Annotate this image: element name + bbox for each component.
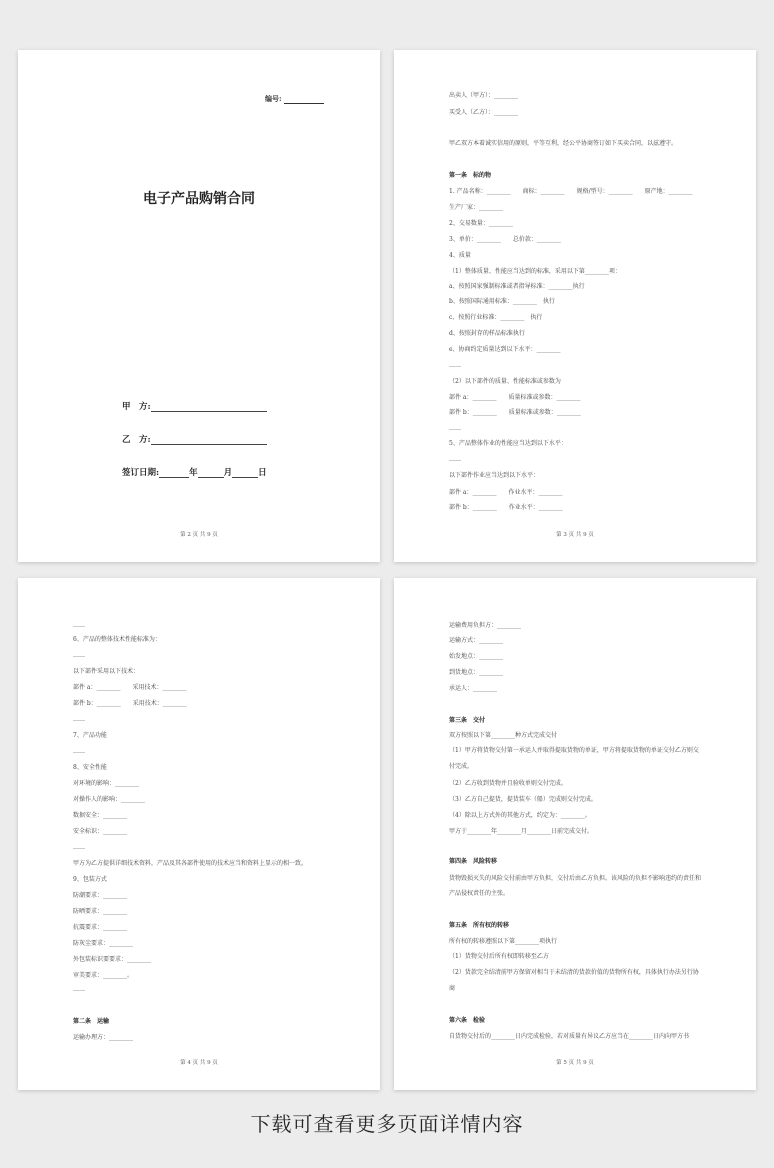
text-line: a、按照国家强制标准或者指导标准：________执行: [449, 283, 585, 290]
text-line: ……: [449, 456, 461, 463]
page-number: 第 4 页 共 9 页: [180, 1060, 218, 1066]
text-line: （1）整体质量、性能应当达到的标准，采用以下第________项：: [449, 268, 621, 275]
text-line: （2）货款完全结清前甲方保留对相当于未结清的货款价值的货物所有权，具体执行办法另行协: [449, 969, 699, 976]
section-heading: 第三条 交付: [449, 717, 486, 724]
text-line: 8、安全性能: [73, 764, 107, 771]
text-line: ……: [73, 716, 85, 723]
text-line: 抗震要求：________: [73, 924, 128, 931]
section-heading: 第六条 检验: [449, 1017, 486, 1024]
party-b-blank: [151, 436, 267, 445]
text-line: ……: [73, 844, 85, 851]
text-line: b、按照国际通用标准：________ 执行: [449, 298, 555, 305]
text-line: （1）货物交付后所有权即转移至乙方: [449, 953, 549, 960]
contract-number-blank: [284, 96, 324, 104]
text-line: c、按照行业标准：________ 执行: [449, 314, 543, 321]
text-line: 自货物交付后的________日内完成检验，若对质量有异议乙方应当在________日内向甲方书: [449, 1033, 690, 1040]
text-line: （3）乙方自己提货，提货装车（船）完成则交付完成。: [449, 796, 597, 803]
text-line: 运输方式：________: [449, 637, 504, 644]
download-more-caption: 下载可查看更多页面详情内容: [250, 1112, 524, 1136]
text-line: 6、产品的整体技术性能标准为：: [73, 636, 161, 643]
text-line: 以下部件采用以下技术：: [73, 668, 140, 675]
party-a-blank: [151, 403, 267, 412]
text-line: （2）乙方收到货物并且验收单则交付完成。: [449, 780, 567, 787]
contract-title: 电子产品购销合同: [143, 191, 255, 207]
text-line: 部件 b：________ 采用技术：________: [73, 700, 187, 707]
contract-page-3: [394, 50, 756, 562]
text-line: 运输费用负担方：________: [449, 622, 522, 629]
text-line: 4、质量: [449, 252, 471, 259]
text-line: 部件 b：________ 作业水平：________: [449, 504, 563, 511]
page-number: 第 3 页 共 9 页: [556, 532, 594, 538]
text-line: ……: [73, 622, 85, 629]
text-line: 外包装标识要要求：________: [73, 956, 152, 963]
party-a-row: 甲 方:: [122, 400, 267, 412]
section-heading: 第四条 风险转移: [449, 858, 498, 865]
text-line: 甲方为乙方提供详细技术资料，产品及其各部件使用的技术应当和资料上显示的相一致。: [73, 860, 308, 867]
text-line: 审美要求：________。: [73, 972, 134, 979]
section-heading: 第二条 运输: [73, 1018, 110, 1025]
page-number: 第 5 页 共 9 页: [556, 1060, 594, 1066]
text-line: ……: [73, 986, 85, 993]
text-line: 部件 a：________ 质量标准或参数：________: [449, 394, 581, 401]
text-line: ……: [73, 748, 85, 755]
text-line: ……: [449, 362, 461, 369]
text-line: 以下部件作业应当达到以下水平：: [449, 472, 540, 479]
text-line: 运输办理方：________: [73, 1034, 134, 1041]
text-line: （1）甲方将货物交付第一承运人并取得提取货物的单证，甲方将提取货物的单证交付乙方则交: [449, 747, 699, 754]
text-line: ……: [449, 425, 461, 432]
section-heading: 第五条 所有权的转移: [449, 922, 510, 929]
text-line: 2、交易数量：________: [449, 220, 513, 227]
section-heading: 第一条 标的物: [449, 172, 492, 179]
page-number: 第 2 页 共 9 页: [180, 532, 218, 538]
text-line: 安全标识：________: [73, 828, 128, 835]
text-line: （4）除以上方式外的其他方式，约定为：________。: [449, 812, 591, 819]
text-line: 双方按照以下第________种方式完成交付: [449, 732, 558, 739]
text-line: ……: [73, 652, 85, 659]
text-line: 防晒要求：________: [73, 908, 128, 915]
text-line: 承运人：________: [449, 685, 498, 692]
text-line: 1. 产品名称：________ 商标：________ 规格/型号：________ 原产地：________: [449, 188, 693, 195]
contract-number: 编号:: [265, 94, 324, 104]
text-line: 防灰尘要求：________: [73, 940, 134, 947]
text-line: 到货地点：________: [449, 669, 504, 676]
text-line: 所有权的转移遵照以下第________项执行: [449, 938, 558, 945]
text-line: d、按照封存的样品标准执行: [449, 330, 525, 337]
text-line: （2）以下部件的质量、性能标准或参数为: [449, 378, 561, 385]
text-line: e、协商约定质量达到以下水平：________: [449, 346, 561, 353]
text-line: 产品侵权责任的主张。: [449, 890, 510, 897]
text-line: 甲乙双方本着诚实信用的原则，平等互利，经公平协商签订如下买卖合同，以兹遵守。: [449, 140, 678, 147]
text-line: 买受人（乙方）：________: [449, 109, 519, 116]
text-line: 对环境的影响：________: [73, 780, 140, 787]
text-line: 部件 a：________ 作业水平：________: [449, 489, 563, 496]
text-line: 出卖人（甲方）：________: [449, 92, 519, 99]
text-line: 部件 b：________ 质量标准或参数：________: [449, 409, 581, 416]
text-line: 数据安全：________: [73, 812, 128, 819]
text-line: 商: [449, 985, 456, 992]
text-line: 货物毁损灭失的风险交付前由甲方负担，交付后由乙方负担。该风险的负担不影响违约的责任和: [449, 875, 702, 882]
text-line: 3、单价：________ 总价款：________: [449, 236, 561, 243]
text-line: 付完成。: [449, 763, 474, 770]
text-line: 甲方于________年________月________日前完成交付。: [449, 828, 594, 835]
text-line: 7、产品功能: [73, 732, 107, 739]
text-line: 5、产品整体作业的性能应当达到以下水平：: [449, 440, 567, 447]
text-line: 生产厂家：________: [449, 204, 504, 211]
text-line: 防潮要求：________: [73, 892, 128, 899]
text-line: 部件 a：________ 采用技术：________: [73, 684, 187, 691]
contract-page-5: [394, 578, 756, 1090]
contract-page-4: [18, 578, 380, 1090]
contract-cover-page: [18, 50, 380, 562]
party-b-row: 乙 方:: [122, 433, 267, 445]
text-line: 对操作人的影响：________: [73, 796, 146, 803]
text-line: 9、包装方式: [73, 876, 107, 883]
sign-date-row: 签订日期: 年 月 日: [122, 468, 267, 478]
text-line: 始发地点：________: [449, 653, 504, 660]
